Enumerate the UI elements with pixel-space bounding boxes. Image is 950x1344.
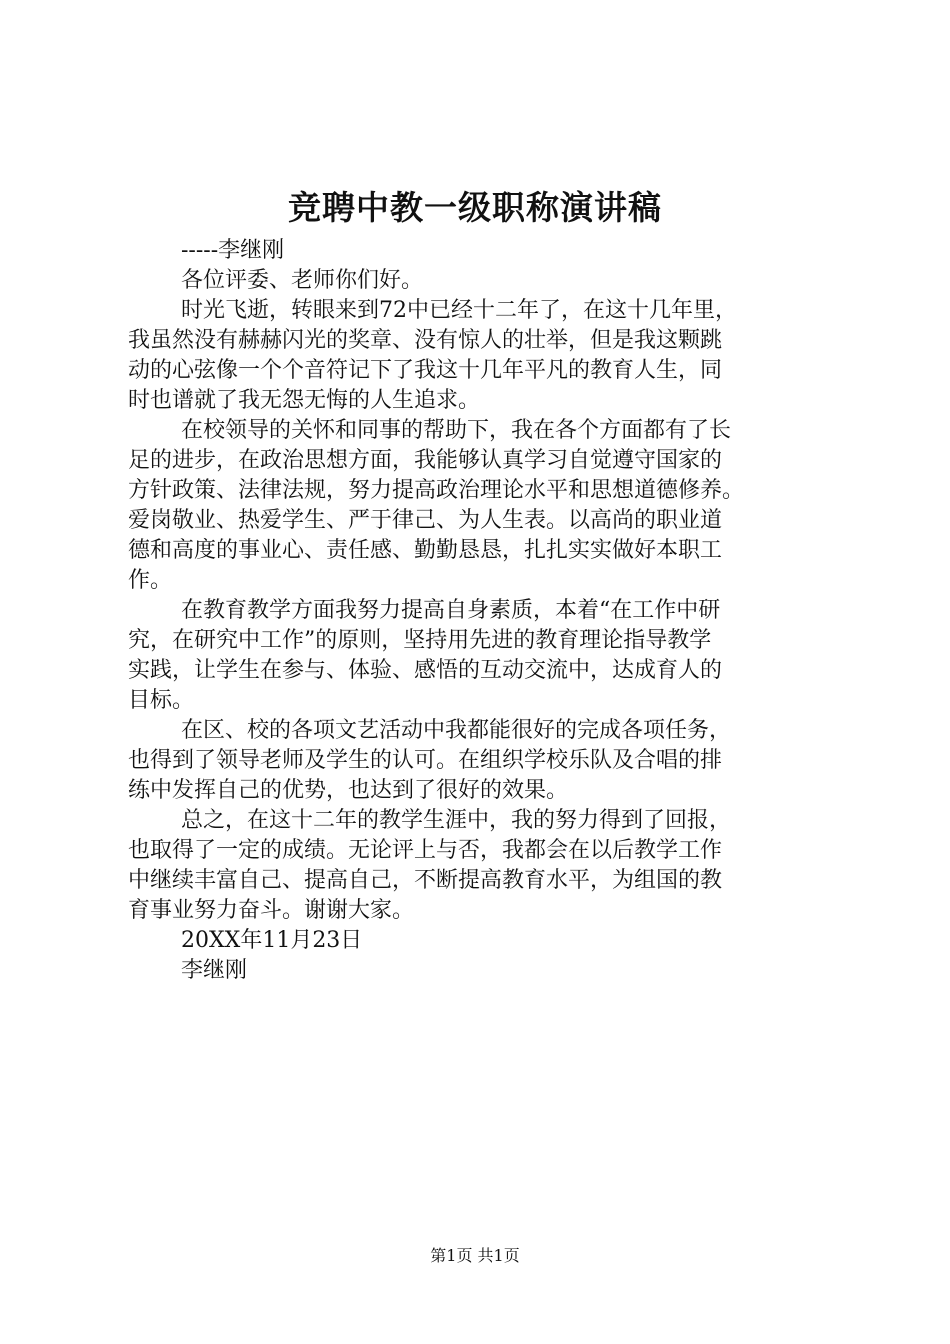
body-line: 中继续丰富自己、提高自己，不断提高教育水平，为组国的教 (128, 868, 723, 893)
body-line: 李继刚 (181, 958, 248, 983)
body-line: 在区、校的各项文艺活动中我都能很好的完成各项任务， (181, 718, 732, 743)
body-line: 究，在研究中工作”的原则，坚持用先进的教育理论指导教学 (128, 628, 712, 653)
document-title: 竞聘中教一级职称演讲稿 (288, 188, 662, 227)
body-line: 方针政策、法律法规，努力提高政治理论水平和思想道德修养。 (128, 478, 745, 503)
body-line: 动的心弦像一个个音符记下了我这十几年平凡的教育人生，同 (128, 358, 723, 383)
body-line: 在校领导的关怀和同事的帮助下，我在各个方面都有了长 (181, 418, 732, 443)
body-line: -----李继刚 (181, 238, 285, 263)
page-footer: 第1页 共1页 (430, 1246, 520, 1265)
body-line: 实践，让学生在参与、体验、感悟的互动交流中，达成育人的 (128, 658, 723, 683)
body-line: 20XX年11月23日 (181, 928, 363, 953)
document-body (128, 236, 838, 986)
body-line: 也取得了一定的成绩。无论评上与否，我都会在以后教学工作 (128, 838, 723, 863)
body-line: 德和高度的事业心、责任感、勤勤恳恳，扎扎实实做好本职工 (128, 538, 723, 563)
body-line: 时也谱就了我无怨无悔的人生追求。 (128, 388, 481, 413)
body-line: 爱岗敬业、热爱学生、严于律己、为人生表。以高尚的职业道 (128, 508, 723, 533)
body-line: 足的进步，在政治思想方面，我能够认真学习自觉遵守国家的 (128, 448, 723, 473)
body-line: 练中发挥自己的优势，也达到了很好的效果。 (128, 778, 569, 803)
body-line: 总之，在这十二年的教学生涯中，我的努力得到了回报， (181, 808, 732, 833)
body-line: 时光飞逝，转眼来到72中已经十二年了，在这十几年里， (181, 298, 737, 323)
body-line: 各位评委、老师你们好。 (181, 268, 424, 293)
body-line: 目标。 (128, 688, 195, 713)
body-line: 在教育教学方面我努力提高自身素质，本着“在工作中研 (181, 598, 721, 623)
body-line: 我虽然没有赫赫闪光的奖章、没有惊人的壮举，但是我这颗跳 (128, 328, 723, 353)
body-line: 作。 (128, 568, 173, 593)
body-line: 也得到了领导老师及学生的认可。在组织学校乐队及合唱的排 (128, 748, 723, 773)
body-line: 育事业努力奋斗。谢谢大家。 (128, 898, 415, 923)
